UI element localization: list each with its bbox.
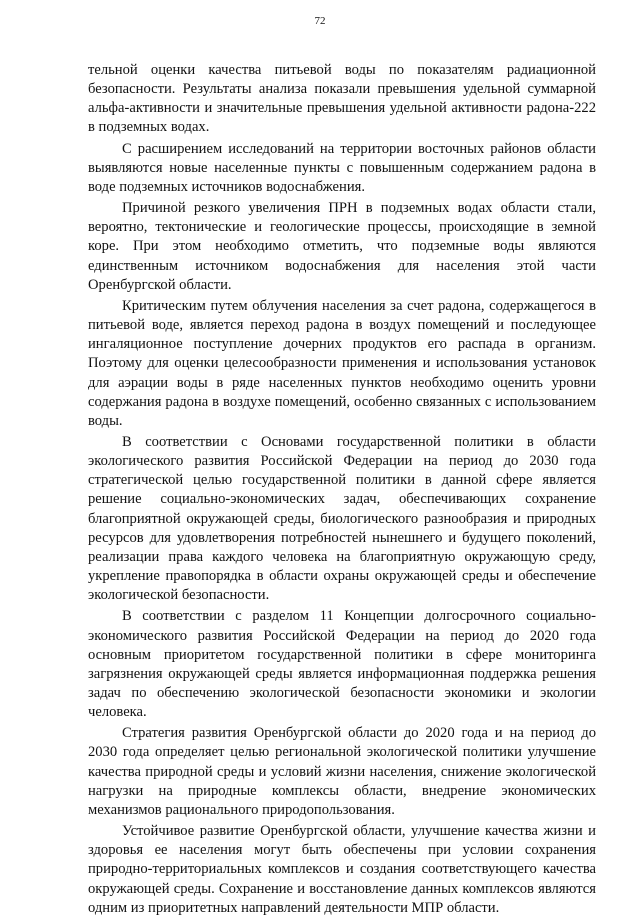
page-number: 72	[314, 15, 326, 27]
document-body	[88, 61, 596, 918]
paragraph-continuation: тельной оценки качества питьевой воды по показателям радиационной безопасности. Результаты анализа показали превышения удельной суммарной альфа-активности и значительные превышения удельной активности радона-222 в подземных водах.	[88, 62, 596, 136]
paragraph: В соответствии с разделом 11 Концепции долгосрочного социально-экономического развития Российской Федерации на период до 2020 года основным приоритетом государственной политики в сфере мониторинга загрязнения окружающей среды является информационная поддержка решения задач по обеспечению экологической безопасности экономики и экологии человека.	[88, 608, 596, 721]
paragraph: Устойчивое развитие Оренбургской области, улучшение качества жизни и здоровья ее населения могут быть обеспечены при условии сохранения природно-территориальных комплексов и создания соответствующего качества окружающей среды. Сохранение и восстановление данных комплексов являются одним из приоритетных направлений деятельности МПР области.	[88, 823, 596, 916]
paragraph: Критическим путем облучения населения за счет радона, содержащегося в питьевой воде, является переход радона в воздух помещений и последующее ингаляционное поступление дочерних продуктов его распада в организм. Поэтому для оценки целесообразности применения и использования установок для аэрации воды в ряде населенных пунктов необходимо оценить уровни содержания радона в воздухе помещений, особенно связанных с использованием воды.	[88, 297, 596, 429]
paragraph: Стратегия развития Оренбургской области до 2020 года и на период до 2030 года определяет целью региональной экологической политики улучшение качества природной среды и условий жизни населения, снижение экологической нагрузки на природные комплексы области, внедрение экономических механизмов рационального природопользования.	[88, 725, 596, 818]
paragraph: Причиной резкого увеличения ПРН в подземных водах области стали, вероятно, тектонические и геологические процессы, происходящие в земной коре. При этом необходимо отметить, что подземные воды являются единственным источником водоснабжения для населения этой части Оренбургской области.	[88, 200, 596, 293]
paragraph: В соответствии с Основами государственной политики в области экологического развития Российской Федерации на период до 2030 года стратегической целью государственной политики в данной сфере является решение социально-экономических задач, обеспечивающих сохранение благоприятной окружающей среды, биологического разнообразия и природных ресурсов для удовлетворения потребностей нынешнего и будущего поколений, реализации права каждого человека на благоприятную окружающую среду, укрепление правопорядка в области охраны окружающей среды и обеспечение экологической безопасности.	[88, 433, 596, 604]
paragraph: С расширением исследований на территории восточных районов области выявляются новые населенные пункты с повышенным содержанием радона в воде подземных источников водоснабжения.	[88, 140, 596, 195]
